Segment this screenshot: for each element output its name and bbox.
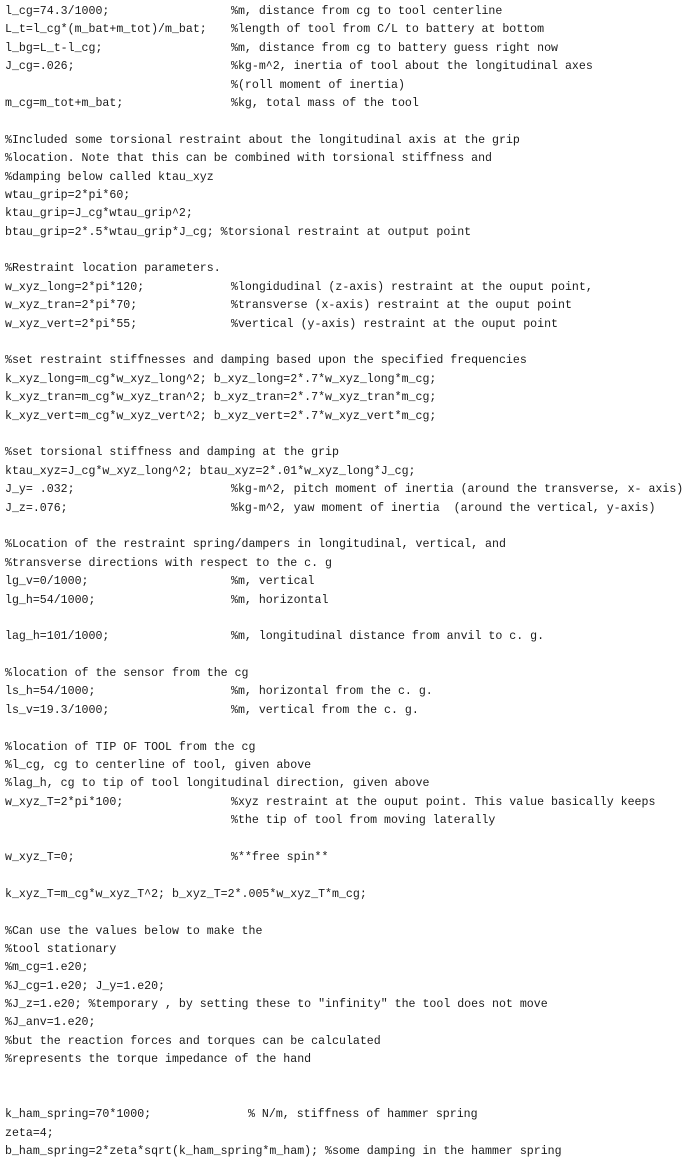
code-statement: k_xyz_tran=m_cg*w_xyz_tran^2; b_xyz_tran=2*.7*w_xyz_tran*m_cg; — [5, 391, 437, 405]
code-statement: %set torsional stiffness and damping at the grip — [5, 446, 339, 460]
code-comment: %m, vertical — [231, 575, 315, 589]
code-statement: %l_cg, cg to centerline of tool, given above — [5, 759, 312, 773]
code-statement: %represents the torque impedance of the hand — [5, 1053, 312, 1067]
code-statement: J_y= .032; — [5, 483, 75, 497]
code-statement: %transverse directions with respect to the c. g — [5, 556, 332, 570]
code-statement: b_ham_spring=2*zeta*sqrt(k_ham_spring*m_ham); %some damping in the hammer spring — [5, 1145, 562, 1159]
code-statement: w_xyz_T=0; — [5, 850, 75, 864]
code-statement: k_xyz_T=m_cg*w_xyz_T^2; b_xyz_T=2*.005*w_xyz_T*m_cg; — [5, 887, 367, 901]
code-statement: %location. Note that this can be combined with torsional stiffness and — [5, 152, 493, 166]
code-comment: %(roll moment of inertia) — [231, 78, 405, 92]
code-statement: %location of TIP OF TOOL from the cg — [5, 740, 256, 754]
code-comment: %**free spin** — [231, 850, 329, 864]
code-statement: lg_v=0/1000; — [5, 575, 89, 589]
code-statement: ls_h=54/1000; — [5, 685, 96, 699]
code-statement: k_ham_spring=70*1000; — [5, 1108, 152, 1122]
code-comment: %kg-m^2, inertia of tool about the longitudinal axes — [231, 60, 593, 74]
code-statement: m_cg=m_tot+m_bat; — [5, 96, 124, 110]
code-statement: w_xyz_tran=2*pi*70; — [5, 299, 138, 313]
code-statement: lg_h=54/1000; — [5, 593, 96, 607]
code-comment: %kg-m^2, yaw moment of inertia (around the vertical, y-axis) — [231, 501, 656, 515]
code-statement: w_xyz_T=2*pi*100; — [5, 795, 124, 809]
code-statement: %lag_h, cg to tip of tool longitudinal direction, given above — [5, 777, 430, 791]
code-statement: l_bg=L_t-l_cg; — [5, 41, 103, 55]
code-comment: %m, horizontal from the c. g. — [231, 685, 433, 699]
code-statement: k_xyz_long=m_cg*w_xyz_long^2; b_xyz_long=2*.7*w_xyz_long*m_cg; — [5, 372, 437, 386]
code-statement: zeta=4; — [5, 1126, 54, 1140]
code-statement: %set restraint stiffnesses and damping based upon the specified frequencies — [5, 354, 527, 368]
code-comment: %the tip of tool from moving laterally — [231, 814, 496, 828]
code-comment: %m, longitudinal distance from anvil to c. g. — [231, 630, 545, 644]
code-statement: L_t=l_cg*(m_bat+m_tot)/m_bat; — [5, 23, 207, 37]
code-statement: l_cg=74.3/1000; — [5, 5, 110, 18]
code-statement: k_xyz_vert=m_cg*w_xyz_vert^2; b_xyz_vert=2*.7*w_xyz_vert*m_cg; — [5, 409, 437, 423]
code-comment: %m, distance from cg to battery guess right now — [231, 41, 558, 55]
code-statement: %but the reaction forces and torques can be calculated — [5, 1034, 381, 1048]
code-comment: %m, horizontal — [231, 593, 329, 607]
code-comment: %longidudinal (z-axis) restraint at the ouput point, — [231, 280, 593, 294]
code-comment: %m, vertical from the c. g. — [231, 703, 419, 717]
code-comment: %m, distance from cg to tool centerline — [231, 5, 503, 18]
code-statement: %J_z=1.e20; %temporary , by setting these to "infinity" the tool does not move — [5, 998, 548, 1012]
code-statement: lag_h=101/1000; — [5, 630, 110, 644]
code-statement: wtau_grip=2*pi*60; — [5, 188, 131, 202]
code-statement: ktau_grip=J_cg*wtau_grip^2; — [5, 207, 193, 221]
code-statement: ktau_xyz=J_cg*w_xyz_long^2; btau_xyz=2*.01*w_xyz_long*J_cg; — [5, 464, 416, 478]
code-comment: %kg-m^2, pitch moment of inertia (around the transverse, x- axis) — [231, 483, 684, 497]
code-comment: %vertical (y-axis) restraint at the ouput point — [231, 317, 558, 331]
code-statement: btau_grip=2*.5*wtau_grip*J_cg; %torsional restraint at output point — [5, 225, 472, 239]
code-statement: %Included some torsional restraint about the longitudinal axis at the grip — [5, 133, 520, 147]
code-comment: %length of tool from C/L to battery at bottom — [231, 23, 545, 37]
code-statement: %J_cg=1.e20; J_y=1.e20; — [5, 979, 166, 993]
code-comment: %transverse (x-axis) restraint at the ouput point — [231, 299, 572, 313]
code-statement: w_xyz_vert=2*pi*55; — [5, 317, 138, 331]
code-comment: % N/m, stiffness of hammer spring — [248, 1108, 478, 1122]
code-statement: %J_anv=1.e20; — [5, 1016, 96, 1030]
code-comment: %xyz restraint at the ouput point. This value basically keeps — [231, 795, 656, 809]
code-statement: J_z=.076; — [5, 501, 68, 515]
code-statement: %damping below called ktau_xyz — [5, 170, 214, 184]
code-statement: %Location of the restraint spring/dampers in longitudinal, vertical, and — [5, 538, 506, 552]
code-comment: %kg, total mass of the tool — [231, 96, 419, 110]
code-statement: %Can use the values below to make the — [5, 924, 263, 938]
code-statement: J_cg=.026; — [5, 60, 75, 74]
code-statement: ls_v=19.3/1000; — [5, 703, 110, 717]
code-statement: w_xyz_long=2*pi*120; — [5, 280, 145, 294]
code-statement: %location of the sensor from the cg — [5, 667, 249, 681]
code-statement: %tool stationary — [5, 942, 117, 956]
code-statement: %Restraint location parameters. — [5, 262, 221, 276]
code-statement: %m_cg=1.e20; — [5, 961, 89, 975]
